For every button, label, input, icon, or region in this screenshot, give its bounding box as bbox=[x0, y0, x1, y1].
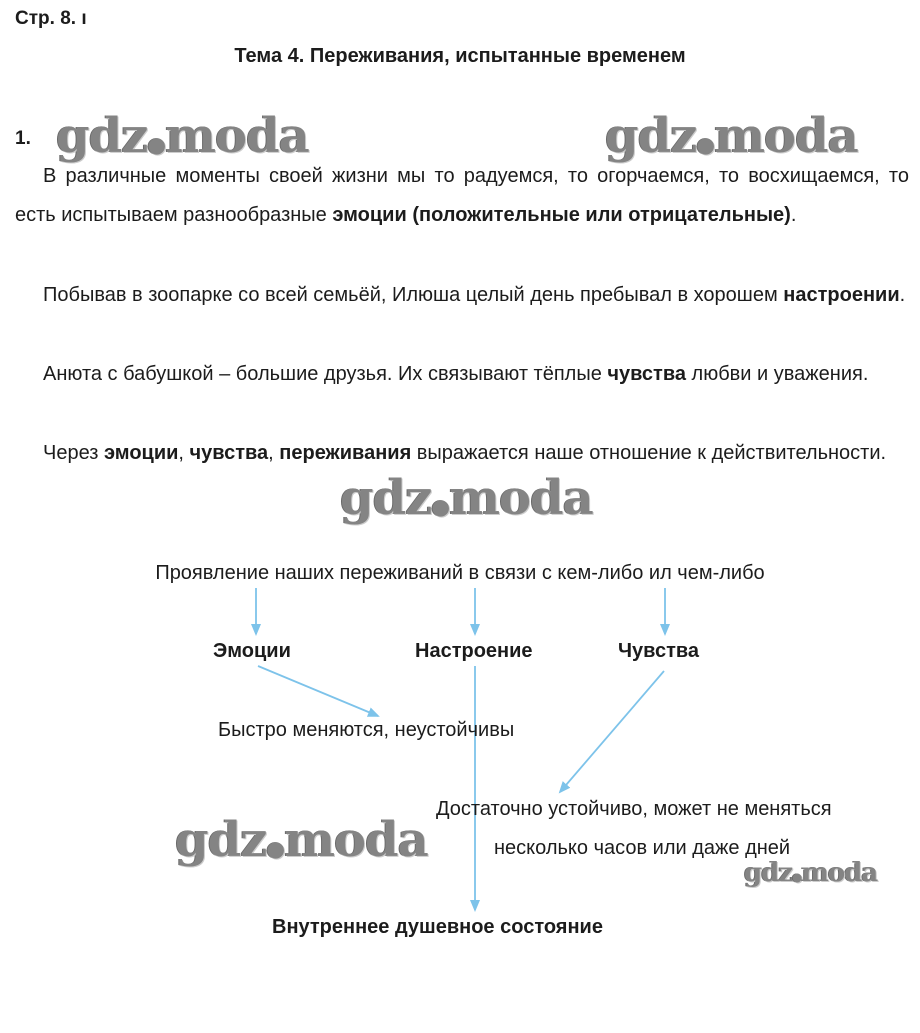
watermark-text-b: moda bbox=[714, 108, 858, 164]
diagram-feelings: Чувства bbox=[618, 640, 700, 662]
watermark bbox=[56, 108, 309, 164]
watermark-text-b: moda bbox=[165, 108, 309, 164]
diagram-mood: Настроение bbox=[415, 640, 533, 662]
watermark bbox=[744, 858, 877, 888]
page-title: Тема 4. Переживания, испытанные временем bbox=[234, 45, 686, 67]
watermark-dot: ● bbox=[431, 495, 450, 520]
diagram-top-text: Проявление наших переживаний в связи с кем-либо ил чем-либо bbox=[155, 562, 765, 584]
watermark-dot: ● bbox=[696, 133, 715, 158]
watermark-text-b: moda bbox=[801, 858, 878, 888]
paragraph-4-bold-2: чувства bbox=[189, 442, 269, 464]
paragraph-4-text-1: Через bbox=[43, 442, 104, 464]
task-number: 1. bbox=[15, 128, 31, 149]
watermark bbox=[175, 812, 428, 868]
paragraph-1-text: В различные моменты своей жизни мы то радуемся, то огорчаемся, то восхищаемся, то есть испытываем разнообразные bbox=[15, 165, 909, 226]
watermark-text-a: gdz bbox=[175, 812, 267, 868]
paragraph-3-end: любви и уважения. bbox=[685, 363, 869, 385]
watermark-text-b: moda bbox=[284, 812, 428, 868]
paragraph-2-end: . bbox=[899, 284, 906, 306]
paragraph-2-text: Побывав в зоопарке со всей семьёй, Илюша целый день пребывал в хорошем bbox=[43, 284, 784, 306]
diagram-mood-desc-line1: Достаточно устойчиво, может не меняться bbox=[436, 798, 832, 820]
diagram-mood-desc-line2: несколько часов или даже дней bbox=[494, 837, 791, 859]
arrow-emotions-to-desc bbox=[258, 666, 378, 716]
watermark-text-a: gdz bbox=[56, 108, 148, 164]
paragraph-2-bold: настроении bbox=[783, 284, 900, 306]
watermark bbox=[605, 108, 858, 164]
watermark-text-b: moda bbox=[449, 470, 593, 526]
diagram-emotions-desc: Быстро меняются, неустойчивы bbox=[218, 719, 515, 741]
watermark-dot: ● bbox=[792, 870, 802, 884]
watermark bbox=[340, 470, 593, 526]
paragraph-1-bold: эмоции (положительные или отрицательные) bbox=[332, 204, 791, 226]
paragraph-4-bold-3: переживания bbox=[279, 442, 412, 464]
watermark-text-a: gdz bbox=[605, 108, 697, 164]
arrow-feelings-to-desc bbox=[560, 671, 664, 792]
diagram-emotions: Эмоции bbox=[213, 640, 291, 662]
watermark-dot: ● bbox=[266, 837, 285, 862]
paragraph-4-text-4: выражается наше отношение к действительности. bbox=[411, 442, 887, 464]
diagram-bottom: Внутреннее душевное состояние bbox=[272, 916, 603, 938]
paragraph-1-end: . bbox=[790, 204, 797, 226]
watermark-text-a: gdz bbox=[340, 470, 432, 526]
paragraph-4-text-3: , bbox=[268, 442, 280, 464]
page-number: Стр. 8. ı bbox=[15, 8, 87, 29]
watermark-dot: ● bbox=[147, 133, 166, 158]
watermark-text-a: gdz bbox=[744, 858, 793, 888]
paragraph-4-bold-1: эмоции bbox=[104, 442, 179, 464]
paragraph-3-text: Анюта с бабушкой – большие друзья. Их связывают тёплые bbox=[43, 363, 608, 385]
paragraph-3-bold: чувства bbox=[607, 363, 686, 385]
paragraph-4-text-2: , bbox=[178, 442, 190, 464]
